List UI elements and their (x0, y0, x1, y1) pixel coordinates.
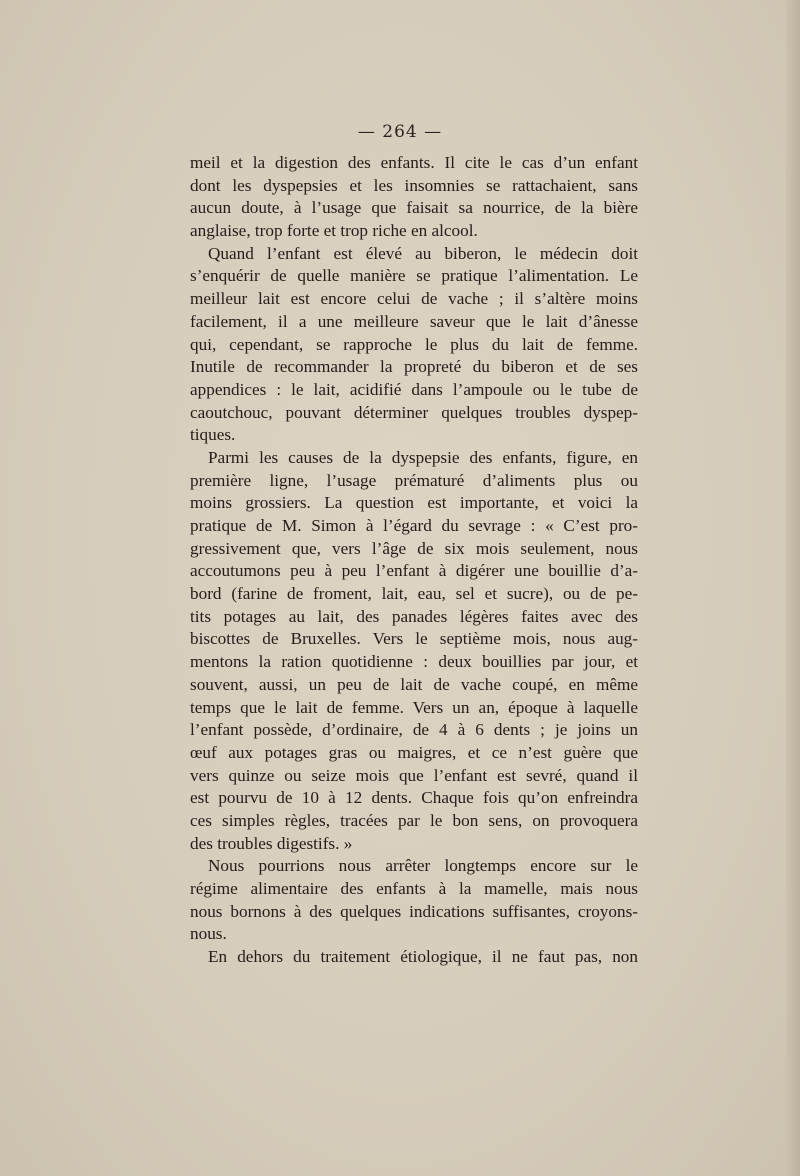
text-line: appendices : le lait, acidifié dans l’ampoule ou le tube de (190, 379, 638, 399)
text-line: accoutumons peu à peu l’enfant à digérer une bouillie d’a- (190, 561, 638, 581)
text-line: meilleur lait est encore celui de vache ; il s’altère moins (190, 289, 638, 309)
text-line: bord (farine de froment, lait, eau, sel et sucre), ou de pe- (190, 584, 638, 604)
text-line: souvent, aussi, un peu de lait de vache coupé, en même (190, 674, 638, 694)
text-line: Parmi les causes de la dyspepsie des enfants, figure, en (208, 447, 638, 467)
body-text (190, 152, 638, 969)
text-line: vers quinze ou seize mois que l’enfant est sevré, quand il (190, 765, 638, 785)
text-line: aucun doute, à l’usage que faisait sa nourrice, de la bière (190, 198, 638, 218)
text-line: s’enquérir de quelle manière se pratique l’alimentation. Le (190, 266, 638, 286)
text-line: tits potages au lait, des panades légères faites avec des (190, 606, 638, 626)
text-line: En dehors du traitement étiologique, il ne faut pas, non (208, 947, 638, 967)
text-line: première ligne, l’usage prématuré d’aliments plus ou (190, 470, 638, 490)
text-line: anglaise, trop forte et trop riche en alcool. (190, 221, 478, 241)
text-line: caoutchouc, pouvant déterminer quelques troubles dyspep- (190, 402, 638, 422)
text-line: Nous pourrions nous arrêter longtemps encore sur le (208, 856, 638, 876)
text-line: mentons la ration quotidienne : deux bouillies par jour, et (190, 652, 638, 672)
text-line: facilement, il a une meilleure saveur que le lait d’ânesse (190, 311, 638, 331)
text-line: biscottes de Bruxelles. Vers le septième mois, nous aug- (190, 629, 638, 649)
text-line: dont les dyspepsies et les insomnies se rattachaient, sans (190, 175, 638, 195)
text-line: meil et la digestion des enfants. Il cite le cas d’un enfant (190, 153, 638, 172)
text-line: tiques. (190, 425, 236, 445)
text-line: régime alimentaire des enfants à la mamelle, mais nous (190, 879, 638, 898)
text-line: l’enfant possède, d’ordinaire, de 4 à 6 dents ; je joins un (190, 720, 638, 740)
text-line: gressivement que, vers l’âge de six mois seulement, nous (190, 538, 638, 558)
text-line: moins grossiers. La question est importante, et voici la (190, 493, 638, 513)
text-line: des troubles digestifs. » (190, 833, 353, 853)
text-line: nous. (190, 924, 227, 944)
text-line: nous bornons à des quelques indications suffisantes, croyons- (190, 901, 638, 921)
text-line: pratique de M. Simon à l’égard du sevrage : « C’est pro- (190, 516, 638, 535)
text-line: Inutile de recommander la propreté du biberon et de ses (190, 357, 638, 377)
text-line: temps que le lait de femme. Vers un an, époque à laquelle (190, 697, 638, 717)
text-line: ces simples règles, tracées par le bon sens, on provoquera (190, 810, 638, 830)
text-line: est pourvu de 10 à 12 dents. Chaque fois qu’on enfreindra (190, 788, 638, 808)
text-line: Quand l’enfant est élevé au biberon, le médecin doit (208, 243, 638, 263)
page-number: — 264 — (357, 122, 443, 142)
text-line: œuf aux potages gras ou maigres, et ce n’est guère que (190, 742, 638, 762)
text-line: qui, cependant, se rapproche le plus du lait de femme. (190, 334, 638, 354)
page-edge (786, 0, 800, 1176)
